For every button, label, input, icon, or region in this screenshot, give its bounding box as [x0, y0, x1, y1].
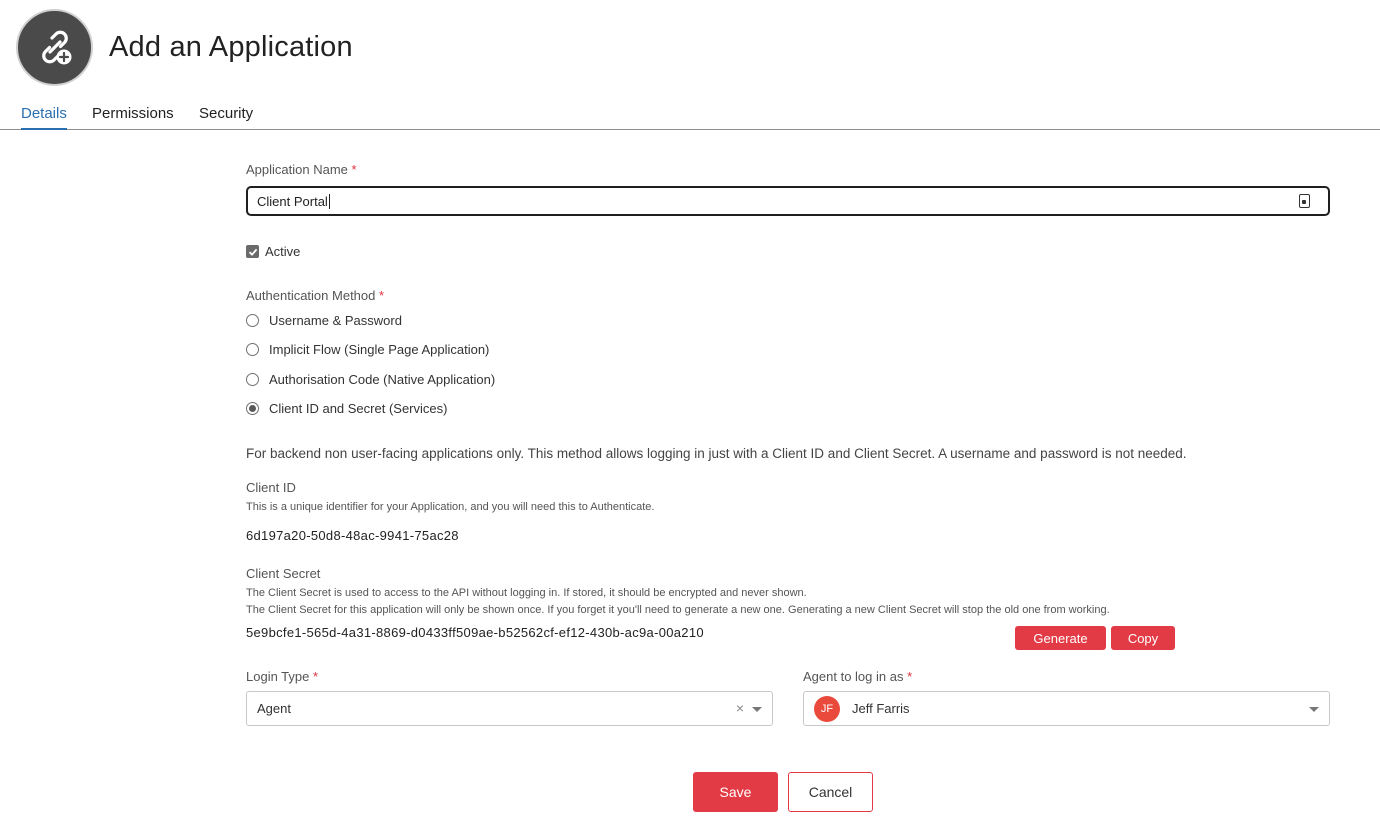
- clear-icon[interactable]: ×: [735, 700, 744, 716]
- radio-label: Client ID and Secret (Services): [269, 401, 448, 416]
- copy-button[interactable]: Copy: [1111, 626, 1175, 650]
- radio-client-id-secret[interactable]: [246, 401, 447, 416]
- radio-button-selected[interactable]: [246, 402, 259, 415]
- radio-button[interactable]: [246, 373, 259, 386]
- application-name-label: Application Name *: [246, 162, 357, 177]
- tab-security[interactable]: Security: [199, 105, 254, 122]
- required-marker: *: [351, 162, 357, 177]
- radio-label: Username & Password: [269, 313, 402, 328]
- login-type-value: Agent: [257, 701, 291, 716]
- cancel-button[interactable]: Cancel: [788, 772, 873, 812]
- client-secret-value: 5e9bcfe1-565d-4a31-8869-d0433ff509ae-b52562cf-ef12-430b-ac9a-00a210: [246, 625, 704, 640]
- client-secret-help-2: The Client Secret for this application will only be shown once. If you forget it you'll need to generate a new one. Generating a new Client Secret will stop the old one from working.: [246, 604, 1110, 616]
- text-caret: [329, 194, 330, 209]
- radio-authorisation-code[interactable]: [246, 372, 495, 387]
- autofill-icon[interactable]: [1299, 194, 1310, 208]
- tab-details[interactable]: Details: [21, 105, 67, 130]
- radio-implicit-flow[interactable]: [246, 342, 489, 357]
- auth-method-description: For backend non user-facing applications only. This method allows logging in just with a Client ID and Client Secret. A username and password is not needed.: [246, 446, 1187, 461]
- radio-label: Implicit Flow (Single Page Application): [269, 342, 490, 357]
- generate-button[interactable]: Generate: [1015, 626, 1106, 650]
- tab-bar: [0, 100, 1380, 130]
- page-title: Add an Application: [109, 30, 353, 63]
- chevron-down-icon[interactable]: [1309, 707, 1319, 712]
- radio-label: Authorisation Code (Native Application): [269, 372, 496, 387]
- agent-select[interactable]: [803, 691, 1330, 726]
- save-button[interactable]: Save: [693, 772, 778, 812]
- active-checkbox-row[interactable]: [246, 244, 300, 259]
- required-marker: *: [379, 288, 385, 303]
- login-type-label: Login Type *: [246, 669, 319, 684]
- radio-username-password[interactable]: [246, 313, 402, 328]
- agent-label: Agent to log in as *: [803, 669, 913, 684]
- tab-permissions[interactable]: Permissions: [92, 105, 174, 122]
- login-type-select[interactable]: [246, 691, 773, 726]
- required-marker: *: [907, 669, 913, 684]
- required-marker: *: [313, 669, 319, 684]
- auth-method-label: Authentication Method *: [246, 288, 385, 303]
- application-name-value: Client Portal: [257, 193, 328, 209]
- client-secret-label: Client Secret: [246, 566, 321, 581]
- avatar: JF: [814, 696, 840, 722]
- application-name-input[interactable]: [246, 186, 1330, 216]
- client-id-label: Client ID: [246, 480, 296, 495]
- active-checkbox[interactable]: [246, 245, 259, 258]
- checkmark-icon: [248, 247, 258, 257]
- radio-button[interactable]: [246, 343, 259, 356]
- chevron-down-icon[interactable]: [752, 707, 762, 712]
- client-id-help: This is a unique identifier for your Application, and you will need this to Authenticate.: [246, 501, 655, 513]
- link-add-icon: [16, 9, 93, 86]
- page-header: [16, 8, 353, 86]
- agent-value: Jeff Farris: [852, 701, 910, 716]
- radio-button[interactable]: [246, 314, 259, 327]
- active-label: Active: [265, 244, 301, 259]
- client-id-value: 6d197a20-50d8-48ac-9941-75ac28: [246, 528, 459, 543]
- client-secret-help-1: The Client Secret is used to access to the API without logging in. If stored, it should be encrypted and never shown.: [246, 587, 807, 599]
